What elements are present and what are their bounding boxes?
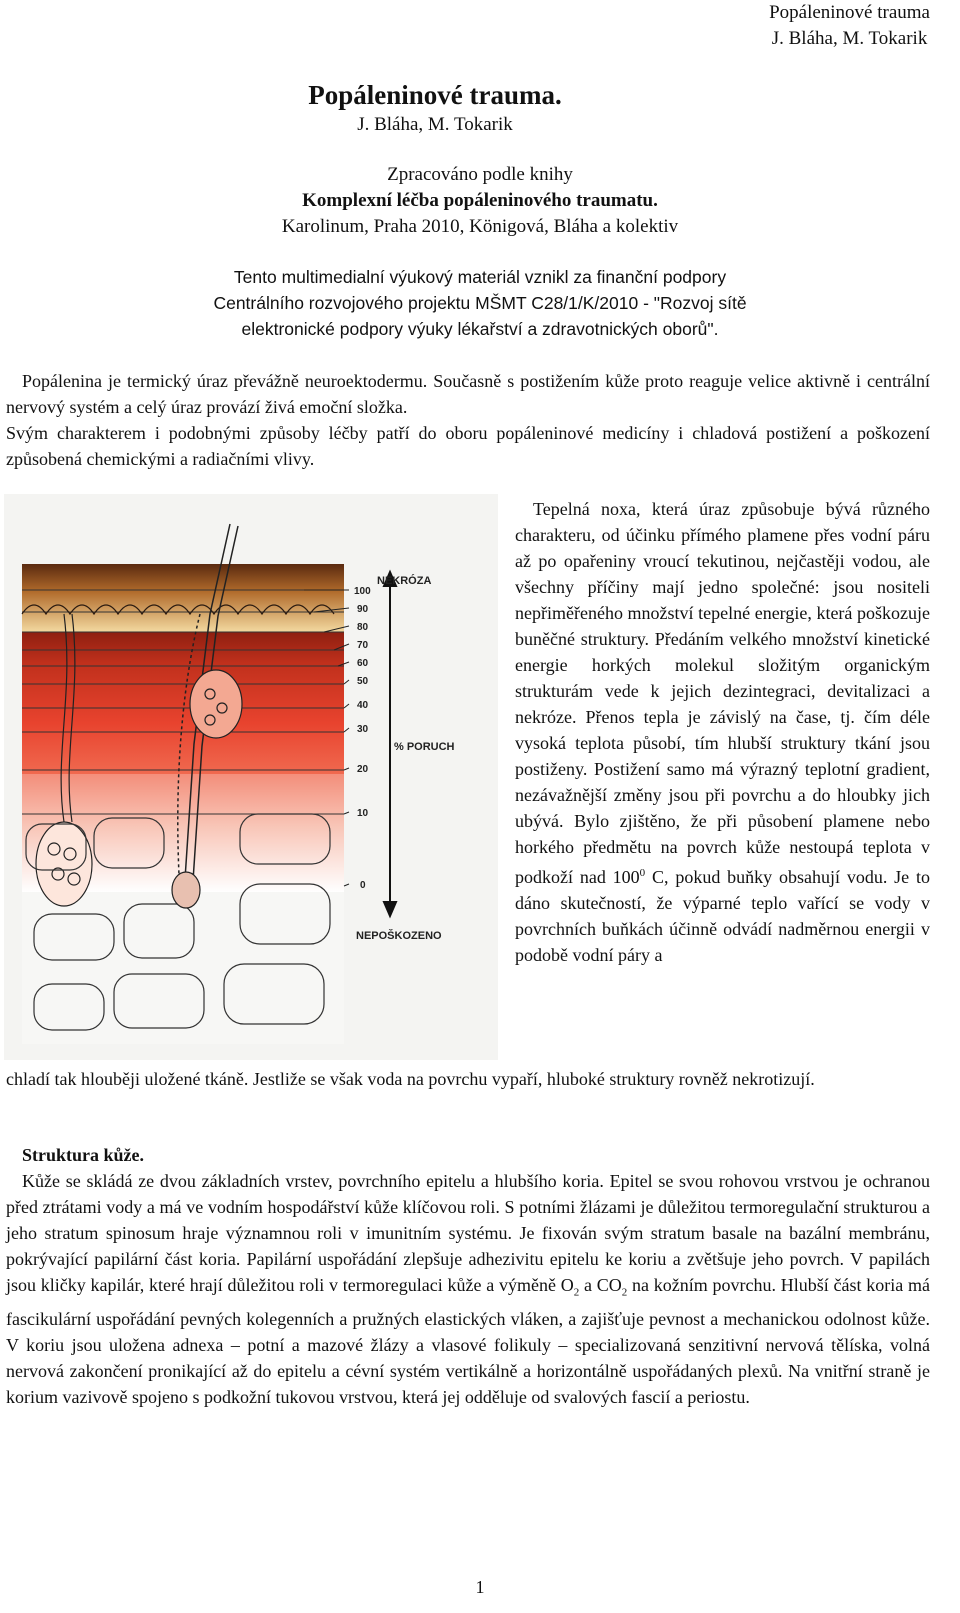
scale-tick-30: 30 <box>357 724 369 735</box>
intro-paragraph-1: Popálenina je termický úraz převážně neuroektodermu. Současně s postižením kůže proto reaguje velice aktivně i centrální nervový systém a celý úraz provází živá emoční složka. <box>6 371 930 417</box>
noxa-text <box>515 496 930 968</box>
document-title: Popáleninové trauma. <box>308 80 562 110</box>
scale-tick-0: 0 <box>360 880 366 891</box>
source-note <box>0 162 960 240</box>
hair-bulb <box>172 872 200 908</box>
scale-tick-90: 90 <box>357 604 369 615</box>
scale-tick-40: 40 <box>357 700 369 711</box>
source-line-1: Zpracováno podle knihy <box>387 164 573 185</box>
sebaceous-gland <box>190 670 242 738</box>
page-number: 1 <box>475 1577 485 1597</box>
funding-line-1: Tento multimedialní výukový materiál vznikl za finanční podpory <box>233 267 727 287</box>
noxa-continuation <box>6 1066 930 1092</box>
scale-tick-10: 10 <box>357 808 369 819</box>
skin-diagram <box>4 494 498 1060</box>
intro-paragraph-2: Svým charakterem i podobnými způsoby léčby patří do oboru popáleninové medicíny i chladová postižení a poškození způsobená chemickými a radiačními vlivy. <box>6 423 930 469</box>
title-block <box>0 78 960 138</box>
running-head-authors: J. Bláha, M. Tokarik <box>771 28 928 49</box>
running-head <box>769 0 930 52</box>
skin-text-part-1: Kůže se skládá ze dvou základních vrstev, povrchního epitelu a hlubšího koria. Epitel se svou rohovou vrstvou je ochranou před ztrátami vody a má ve vodním hospodářství kůže klíčovou roli. S potními žlázami je důležitou termoregulační strukturou a jeho stratum spinosum hraje významnou roli v imunitním systému. Je fixován svým stratum basale na bazální membránu, pokrývající papilární část koria. Papilární uspořádání zlepšuje adhezivitu epitelu ke koriu a zvětšuje jeho povrch. V papilách jsou kličky kapilár, které hrají důležitou roli v termoregulaci kůže a výměně O <box>6 1171 930 1295</box>
label-undamaged: NEPOŠKOZENO <box>356 930 442 942</box>
funding-line-3: elektronické podpory výuky lékařství a zdravotnických oborů". <box>241 319 719 339</box>
skin-text-part-3: na kožním povrchu. Hlubší část koria má fascikulární uspořádání pevných kolegenních a pružných elastických vláken, a zajišťuje pevnost a mechanickou odolnost kůže. V koriu jsou uložena adnexa – potní a mazové žlázy a vlasové folikuly – specializovaná senzitivní nervová tělíska, volná nervová zakončení pronikající až do epitelu a cévní systém vertikálně a horizontálně uspořádaných plexů. Na vnitřní straně je korium vazivově spojeno s podkožní tukovou vrstvou, která jej odděluje od svalových fascií a periostu. <box>6 1275 930 1407</box>
scale-tick-70: 70 <box>357 640 369 651</box>
source-line-3: Karolinum, Praha 2010, Königová, Bláha a kolektiv <box>281 216 679 237</box>
intro-section <box>6 368 930 472</box>
noxa-paragraph <box>515 496 930 968</box>
skin-structure-paragraph <box>6 1168 930 1410</box>
skin-structure-heading: Struktura kůže. <box>22 1145 145 1165</box>
label-percent-damage: % PORUCH <box>394 741 455 753</box>
degree-superscript: 0 <box>639 867 646 879</box>
running-head-title: Popáleninové trauma <box>769 2 930 23</box>
skin-structure-section <box>6 1142 930 1410</box>
skin-burn-depth-figure <box>4 494 498 1060</box>
source-book-title: Komplexní léčba popáleninového traumatu. <box>302 190 658 211</box>
document-authors: J. Bláha, M. Tokarik <box>357 114 513 135</box>
scale-tick-60: 60 <box>357 658 369 669</box>
skin-text-part-2: a CO <box>579 1275 622 1295</box>
noxa-text-part-2: C, pokud buňky obsahují vodu. Je to dáno skutečností, že výparné teplo vařící se vody v povrchních buňkách účinně odvádí nadměrnou energii v podobě vodní páry a <box>515 867 930 965</box>
label-necrosis: NEKRÓZA <box>377 575 432 587</box>
funding-line-2: Centrálního rozvojového projektu MŠMT C28/1/K/2010 - "Rozvoj sítě <box>213 293 747 313</box>
epidermis-layer <box>22 564 344 632</box>
scale-tick-80: 80 <box>357 622 369 633</box>
source-book-text: Komplexní léčba popáleninového traumatu <box>302 190 654 211</box>
scale-tick-100: 100 <box>354 586 371 597</box>
scale-tick-20: 20 <box>357 764 369 775</box>
co2-subscript: 2 <box>621 1286 628 1299</box>
funding-note <box>0 264 960 342</box>
oxygen-subscript: 2 <box>573 1286 580 1299</box>
scale-tick-50: 50 <box>357 676 369 687</box>
noxa-continuation-text: chladí tak hlouběji uložené tkáně. Jestliže se však voda na povrchu vypaří, hluboké struktury rovněž nekrotizují. <box>6 1069 815 1089</box>
noxa-text-part-1: Tepelná noxa, která úraz způsobuje bývá různého charakteru, od účinku přímého plamene přes vodní páru až po opařeniny vroucí tekutinou, nejčastěji vodou, ale všechny příčiny mají jedno společné: jsou nositeli nepřiměřeného množství tepelné energie, která poškozuje buněčné struktury. Předáním velkého množství kinetické energie horkých molekul složitým organickým strukturám vede k jejich dezintegraci, devitalizaci a nekróze. Přenos tepla je závislý na čase, tj. čím déle vysoká teplota působí, tím hlubší struktury tkání jsou postiženy. Postižení samo má výrazný teplotní gradient, nezávažnější změny jsou při povrchu a do hloubky jich ubývá. Bylo zjištěno, že při působení plamene nebo horkého předmětu na povrch kůže nestoupá teplota v podkoží nad 100 <box>515 499 930 887</box>
